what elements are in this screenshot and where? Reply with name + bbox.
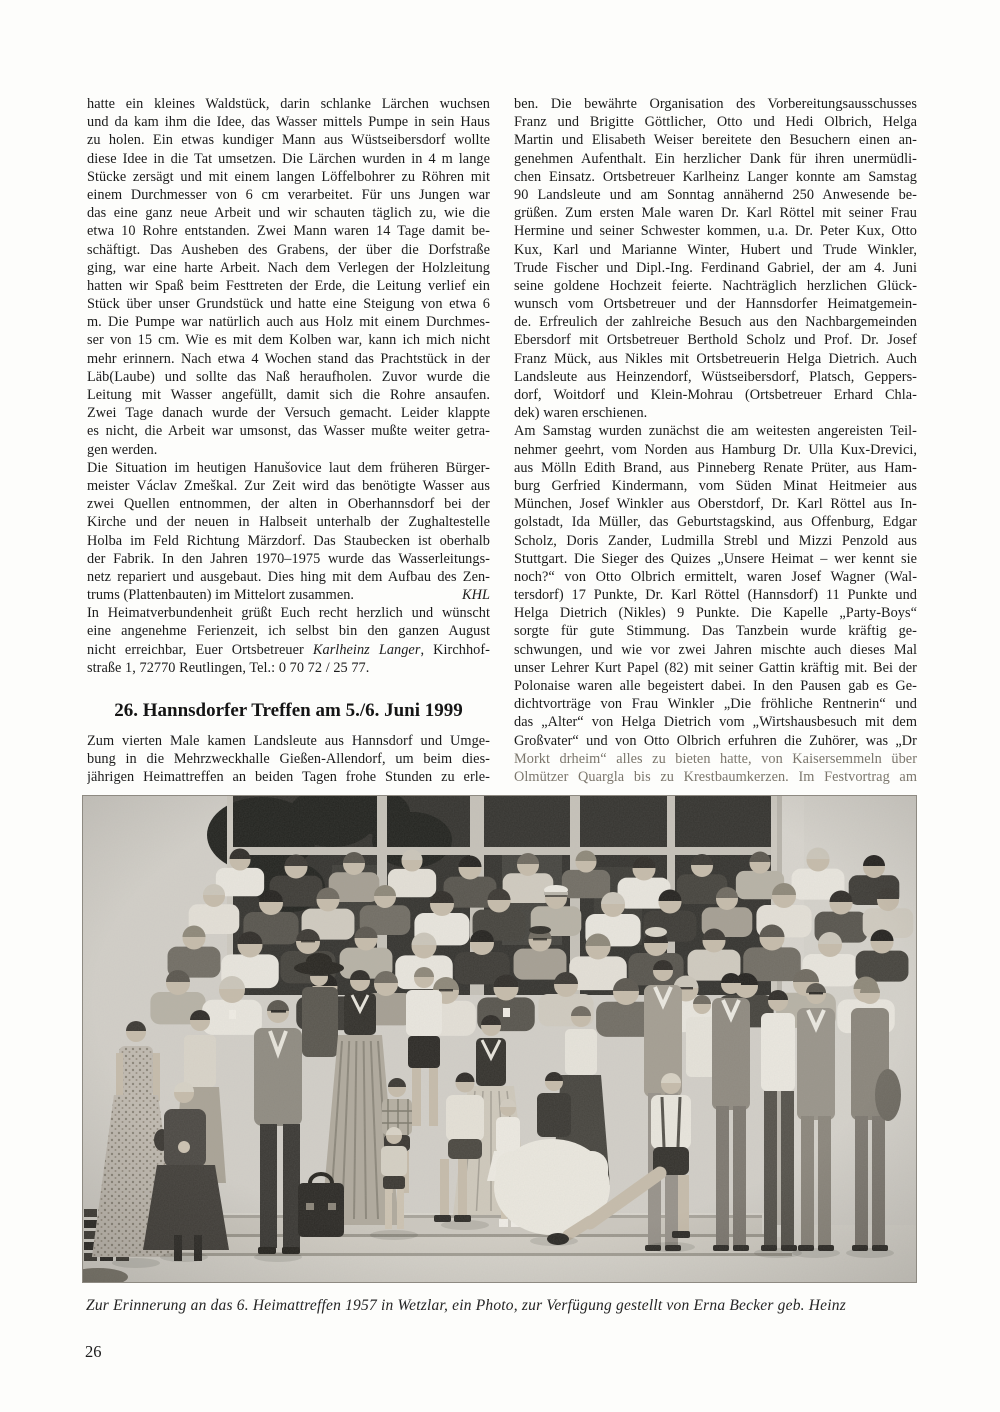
text-line: es nicht, die Arbeit war umsonst, das Wasser mußte weiter getra-: [87, 423, 490, 440]
text-line: golstadt, Ida Müller, das Geburtstagskind, aus Offenburg, Edgar: [514, 514, 917, 531]
text-line: ben. Die bewährte Organisation des Vorbereitungsausschusses: [514, 96, 917, 112]
text-line: Olmützer Quargla bis zu Krestbaumkerzen. Im Festvortrag am: [514, 768, 917, 785]
text-line: zu holen. Ein etwas kundiger Mann aus Wüstseibersdorf wollte: [87, 132, 490, 149]
text-line: Leitung mit Wasser angefüllt, damit sich die Rohre ansaufen.: [87, 387, 490, 403]
text-line: straße 1, 72770 Reutlingen, Tel.: 0 70 72 / 25 77.: [87, 659, 370, 676]
text-line: seine goldene Hochzeit feierte. Nachträglich herzlichen Glück-: [514, 277, 917, 294]
text-line: schwungen, und wie vor zwei Jahren mischte auch dieses Mal: [514, 641, 917, 658]
text-line: ging, war eine harte Arbeit. Nach dem Verlegen der Holzleitung: [87, 259, 490, 276]
text-line: Franz Mück, aus Nikles mit Ortsbetreuerin Helga Dietrich. Auch: [514, 350, 917, 367]
text-line: mehr erinnern. Nach etwa 4 Wochen stand das Prachtstück in der: [87, 350, 490, 367]
text-line: grüßen. Zum ersten Male waren Dr. Karl Röttel mit seiner Frau: [514, 205, 917, 222]
text-line: 90 Landsleute und am Sonntag annähernd 250 Anwesende be-: [514, 186, 917, 203]
text-line: sorgte für gute Stimmung. Das Tanzbein wurde kräftig ge-: [514, 623, 917, 640]
text-line: m. Die Pumpe war natürlich auch aus Holz mit einem Durchmes-: [87, 314, 490, 331]
column-left: [87, 95, 490, 787]
text-line: diese Idee in die Tat umsetzen. Die Lärchen wurden in 4 m lange: [87, 150, 490, 167]
text-line: zwei Quellen entnommen, der alten in Oberhannsdorf bei der: [87, 496, 490, 513]
text-segment: nicht erreichbar, Euer Ortsbetreuer: [87, 641, 313, 658]
text-line: Stuttgart. Die Sieger des Quizes „Unsere Heimat – wer kennt sie: [514, 550, 917, 567]
text-line: aus Mölln Edith Brand, aus Pinneberg Renate Prüter, aus Ham-: [514, 459, 917, 476]
group-photo-image: [82, 795, 917, 1283]
text-line: Scholz, Doris Zander, Ludmilla Strebl und Mizzi Penzold aus: [514, 532, 917, 549]
text-line: hatte ein kleines Waldstück, darin schlanke Lärchen wuchsen: [87, 96, 490, 112]
text-line: Großvater“ und von Otto Olbrich erfuhren die Zuhörer, was „Dr: [514, 732, 917, 749]
text-line: das „Alter“ von Helga Dietrich vom „Wirtshausbesuch mit dem: [514, 714, 917, 731]
text-line: Hermine und seiner Schwester kommen, u.a. Dr. Peter Kux, Otto: [514, 223, 917, 240]
text-line: meister Václav Zmeškal. Zur Zeit wird das benötigte Wasser aus: [87, 477, 490, 494]
emphasized-name: Karlheinz Langer: [312, 641, 421, 658]
photo-caption: Zur Erinnerung an das 6. Heimattreffen 1957 in Wetzlar, ein Photo, zur Verfügung gestellt von Erna Becker geb. Heinz: [86, 1297, 846, 1314]
text-line: [87, 586, 490, 604]
text-line: Die Situation im heutigen Hanušovice laut dem früheren Bürger-: [87, 459, 490, 476]
text-line: wunsch vom Ortsbetreuer und der Hannsdorfer Heimatgemein-: [514, 296, 917, 313]
text-line: Helga Dietrich (Nikles) 9 Punkte. Die Kapelle „Party-Boys“: [514, 605, 917, 622]
section-heading: 26. Hannsdorfer Treffen am 5./6. Juni 1999: [114, 700, 463, 721]
paragraph: [87, 732, 490, 787]
text-line: In Heimatverbundenheit grüßt Euch recht herzlich und wünscht: [87, 605, 490, 622]
group-photo-figure: [82, 795, 917, 1283]
text-line: dorf, Woitdorf und Klein-Mohrau (Ortsbetreuer Erhard Chla-: [514, 387, 917, 403]
text-line: chen Einsatz. Ortsbetreuer Karlheinz Langer konnte am Samstag: [514, 168, 917, 185]
text-line: Stücke zersägt und mit einem langen Löffelbohrer zu Röhren mit: [87, 168, 490, 185]
text-line: Stück über unser Grundstück und hatte eine Steigung von etwa 6: [87, 296, 490, 313]
paragraph: [87, 604, 490, 677]
text-line: dek) waren erschienen.: [514, 405, 648, 422]
text-line: Kirche und der neuen in Halbseit unterhalb der Zughaltestelle: [87, 514, 490, 531]
text-line: Morkt drheim“ alles zu bieten hatte, von Kaisersemmeln über: [514, 750, 917, 767]
text-line: burg Gerfried Kindermann, vom Süden Minat Heitmeier aus: [514, 477, 917, 494]
text-segment: , Kirchhof-: [420, 641, 490, 658]
text-line: ser von 15 cm. Wie es mit dem Kolben war, kann ich mich nicht: [87, 332, 490, 349]
text-line: Martin und Elisabeth Weiser bereitete den Besuchern einen an-: [514, 132, 917, 149]
text-line: Am Samstag wurden zunächst die am weitesten angereisten Teil-: [514, 423, 917, 440]
page-number: 26: [85, 1342, 102, 1361]
text-line: Kux, Karl und Marianne Winter, Hubert und Trude Winkler,: [514, 241, 917, 258]
text-segment: trums (Plattenbauten) im Mittelort zusammen.: [87, 587, 355, 604]
text-line: [87, 641, 490, 659]
text-line: Franz und Brigitte Göttlicher, Otto und Hedi Olbrich, Helga: [514, 114, 917, 131]
text-line: Zwei Tage danach wurde der Versuch gemacht. Leider klappte: [87, 405, 490, 422]
paragraph: [514, 422, 917, 786]
text-line: tersdorf) 17 Punkte, Dr. Karl Röttel (Hannsdorf) 11 Punkte und: [514, 587, 917, 604]
text-line: einem Durchmesser von 6 cm verarbeitet. Für uns Jungen war: [87, 186, 490, 203]
column-right: [514, 95, 917, 787]
text-line: gen werden.: [87, 441, 158, 458]
text-line: unser Lehrer Kurt Papel (82) mit seiner Gattin kräftig mit. Bei der: [514, 659, 917, 676]
text-line: dichtvorträge von Frau Winkler „Die fröhliche Rentnerin“ und: [514, 696, 917, 713]
author-initials: KHL: [462, 587, 490, 604]
paragraph: [87, 95, 490, 459]
text-line: der Fabrik. In den Jahren 1970–1975 wurde das Wasserleitungs-: [87, 550, 490, 567]
text-line: Zum vierten Male kamen Landsleute aus Hannsdorf und Umge-: [87, 733, 490, 749]
text-line: Trude Fischer und Dipl.-Ing. Ferdinand Gabriel, der am 4. Juni: [514, 259, 917, 276]
text-line: das eine ganz neue Arbeit und wir schauten täglich zu, wie die: [87, 205, 490, 222]
text-line: und da kam ihm die Idee, das Wasser mittels Pumpe in sein Haus: [87, 114, 490, 131]
text-line: jährigen Heimattreffen an beiden Tagen frohe Stunden zu erle-: [87, 769, 490, 786]
text-line: hatten wir Spaß beim Festtreten der Erde, die Leitung verlief ein: [87, 277, 490, 294]
text-line: München, Josef Winkler aus Oberstdorf, Dr. Karl Röttel aus In-: [514, 496, 917, 513]
text-line: Polonaise waren alle begeistert dabei. In den Pausen gab es Ge-: [514, 678, 917, 694]
text-line: Läb(Laube) und sollte das Naß heraufholen. Zuvor wurde die: [87, 368, 490, 385]
text-line: nehmer geehrt, vom Norden aus Hamburg Dr. Ulla Kux-Drevici,: [514, 441, 917, 458]
text-line: noch?“ von Otto Olbrich ermittelt, waren Josef Wagner (Wal-: [514, 568, 917, 585]
text-line: Ebersdorf mit Ortsbetreuer Berthold Scholz und Prof. Dr. Josef: [514, 332, 917, 349]
text-line: de. Erfreulich der zahlreiche Besuch aus den Nachbargemeinden: [514, 314, 917, 331]
paragraph: [514, 95, 917, 422]
text-line: eine angenehme Ferienzeit, ich selbst bin den ganzen August: [87, 623, 490, 640]
text-line: schäftigt. Das Ausheben des Grabens, der über die Dorfstraße: [87, 241, 490, 258]
article-text: [87, 95, 918, 787]
text-line: Holba im Feld Richtung Märzdorf. Das Staubecken ist oberhalb: [87, 532, 490, 549]
text-line: Landsleute aus Heinzendorf, Wüstseibersdorf, Platsch, Geppers-: [514, 368, 917, 385]
text-line: netz repariert und ausgebaut. Dies hing mit dem Aufbau des Zen-: [87, 568, 490, 585]
paragraph: [87, 459, 490, 605]
text-line: etwa 10 Rohre entstanden. Zwei Mann waren 14 Tage damit be-: [87, 223, 490, 240]
text-line: genehmen Aufenthalt. Ein herzlicher Dank für ihren unermüdli-: [514, 150, 917, 167]
text-line: bung in die Mehrzweckhalle Gießen-Allendorf, um beim dies-: [87, 751, 490, 768]
